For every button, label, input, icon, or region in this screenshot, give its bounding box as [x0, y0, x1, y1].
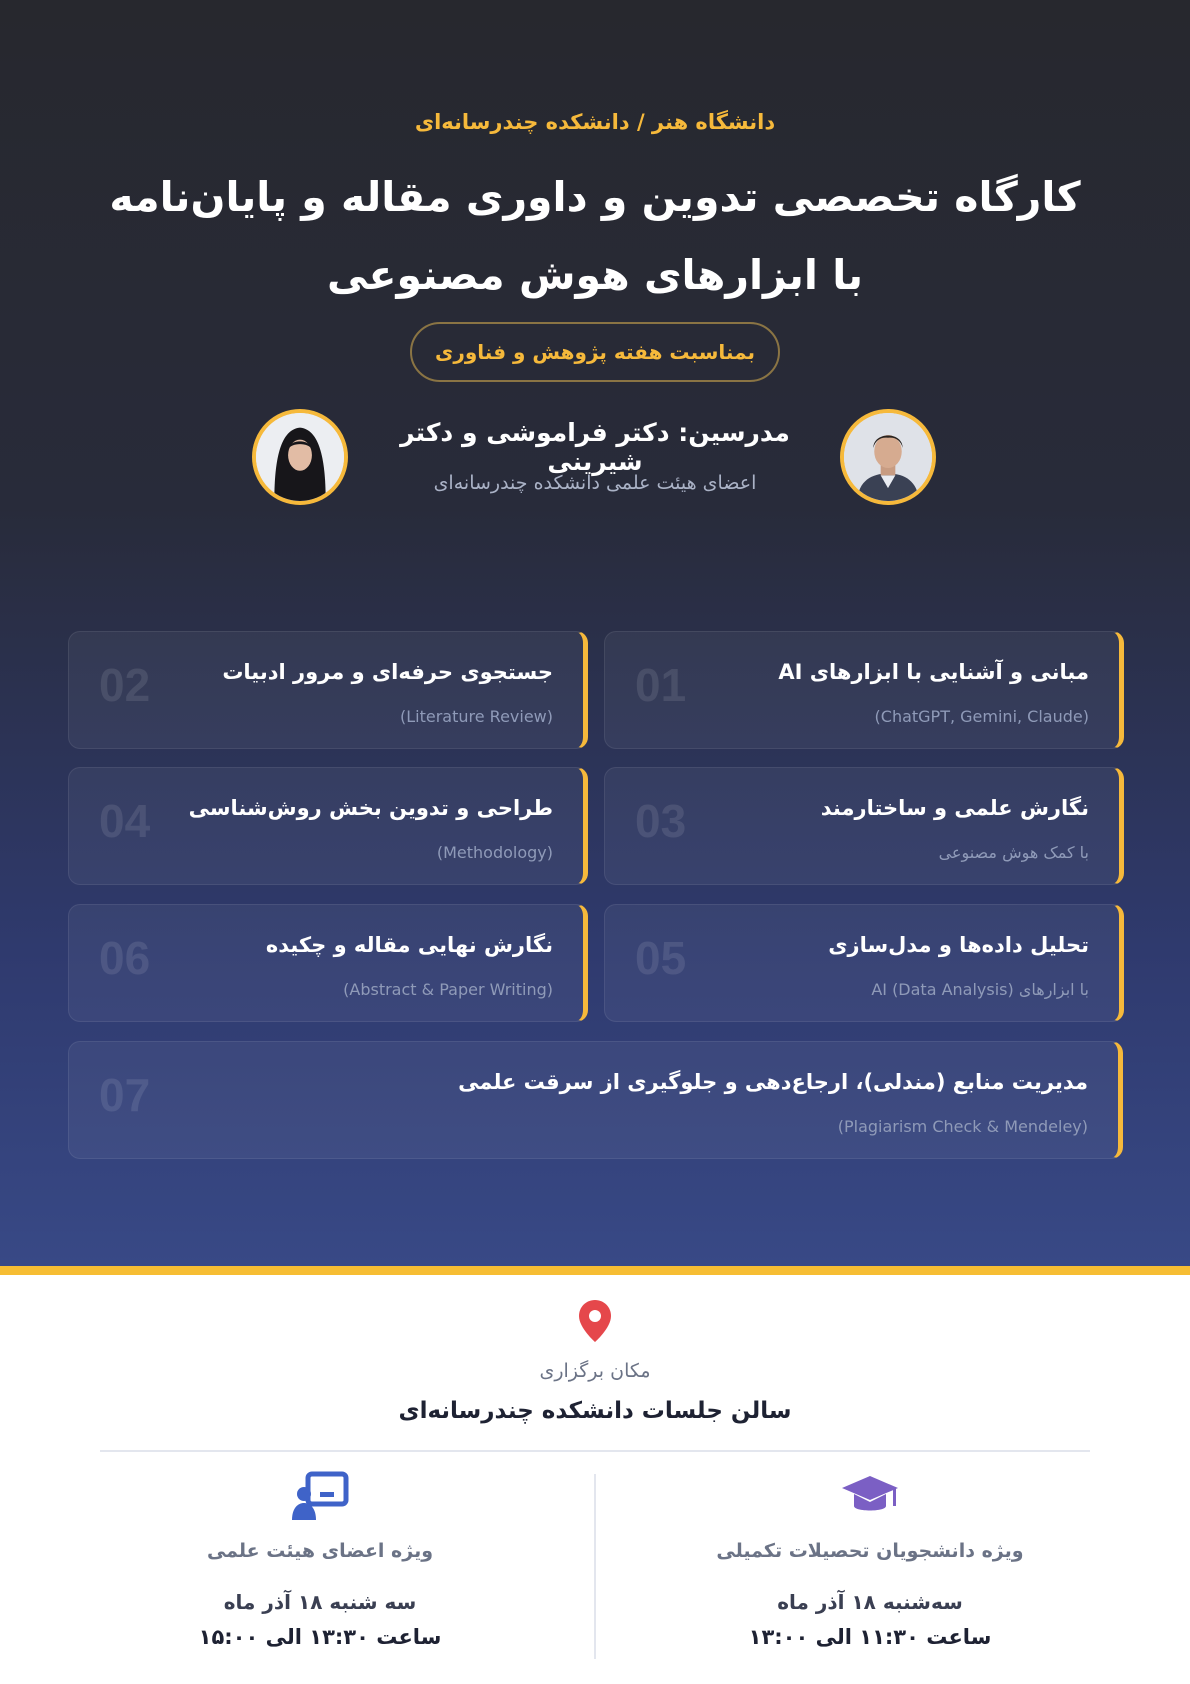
topic-number: 05	[635, 932, 687, 984]
title-line-1: کارگاه تخصصی تدوین و داوری مقاله و پایان‌نامه	[109, 173, 1081, 221]
topic-number: 01	[635, 659, 687, 711]
topic-title: نگارش علمی و ساختارمند	[820, 796, 1089, 820]
topic-subtitle: (Plagiarism Check & Mendeley)	[837, 1117, 1088, 1136]
topic-subtitle: با کمک هوش مصنوعی	[938, 843, 1089, 862]
topic-title: مبانی و آشنایی با ابزارهای AI	[778, 660, 1089, 684]
title-line-2: با ابزارهای هوش مصنوعی	[326, 251, 864, 299]
presenter-icon	[290, 1470, 350, 1522]
topic-number: 04	[99, 795, 151, 847]
session-time: ساعت ۱۱:۳۰ الی ۱۳:۰۰	[748, 1625, 992, 1649]
session-date: سه شنبه ۱۸ آذر ماه	[223, 1590, 417, 1614]
session-audience: ویژه اعضای هیئت علمی	[206, 1540, 434, 1562]
session-audience: ویژه دانشجویان تحصیلات تکمیلی	[716, 1540, 1024, 1562]
graduation-cap-icon	[840, 1470, 900, 1522]
topic-subtitle: (Abstract & Paper Writing)	[343, 980, 553, 999]
topic-subtitle: (Methodology)	[436, 843, 553, 862]
topic-number: 07	[99, 1069, 151, 1121]
session-time: ساعت ۱۳:۳۰ الی ۱۵:۰۰	[198, 1625, 442, 1649]
topic-title: طراحی و تدوین بخش روش‌شناسی	[188, 796, 553, 820]
topic-title: جستجوی حرفه‌ای و مرور ادبیات	[222, 660, 553, 684]
topic-subtitle: با ابزارهای AI (Data Analysis)	[871, 980, 1089, 999]
topic-title: مدیریت منابع (مندلی)، ارجاع‌دهی و جلوگیری از سرقت علمی	[458, 1070, 1088, 1094]
topic-title: تحلیل داده‌ها و مدل‌سازی	[828, 933, 1089, 957]
location-label: مکان برگزاری	[539, 1360, 651, 1382]
vertical-divider	[594, 1474, 596, 1659]
topic-subtitle: (Literature Review)	[399, 707, 553, 726]
topic-subtitle: (ChatGPT, Gemini, Claude)	[874, 707, 1089, 726]
location-pin-icon	[577, 1298, 613, 1344]
session-students	[650, 0, 1090, 1684]
topic-number: 03	[635, 795, 687, 847]
university-label: دانشگاه هنر / دانشکده چندرسانه‌ای	[414, 110, 776, 134]
session-faculty	[100, 0, 540, 1684]
occasion-badge: بمناسبت هفته پژوهش و فناوری	[410, 322, 780, 382]
topic-number: 06	[99, 932, 151, 984]
topic-title: نگارش نهایی مقاله و چکیده	[265, 933, 553, 957]
location-value: سالن جلسات دانشکده چندرسانه‌ای	[398, 1398, 792, 1424]
topic-number: 02	[99, 659, 151, 711]
session-date: سه‌شنبه ۱۸ آذر ماه	[777, 1590, 963, 1614]
instructors-names: مدرسین: دکتر فراموشی و دکتر شیرینی	[400, 418, 790, 476]
instructors-affiliation: اعضای هیئت علمی دانشکده چندرسانه‌ای	[433, 472, 757, 494]
